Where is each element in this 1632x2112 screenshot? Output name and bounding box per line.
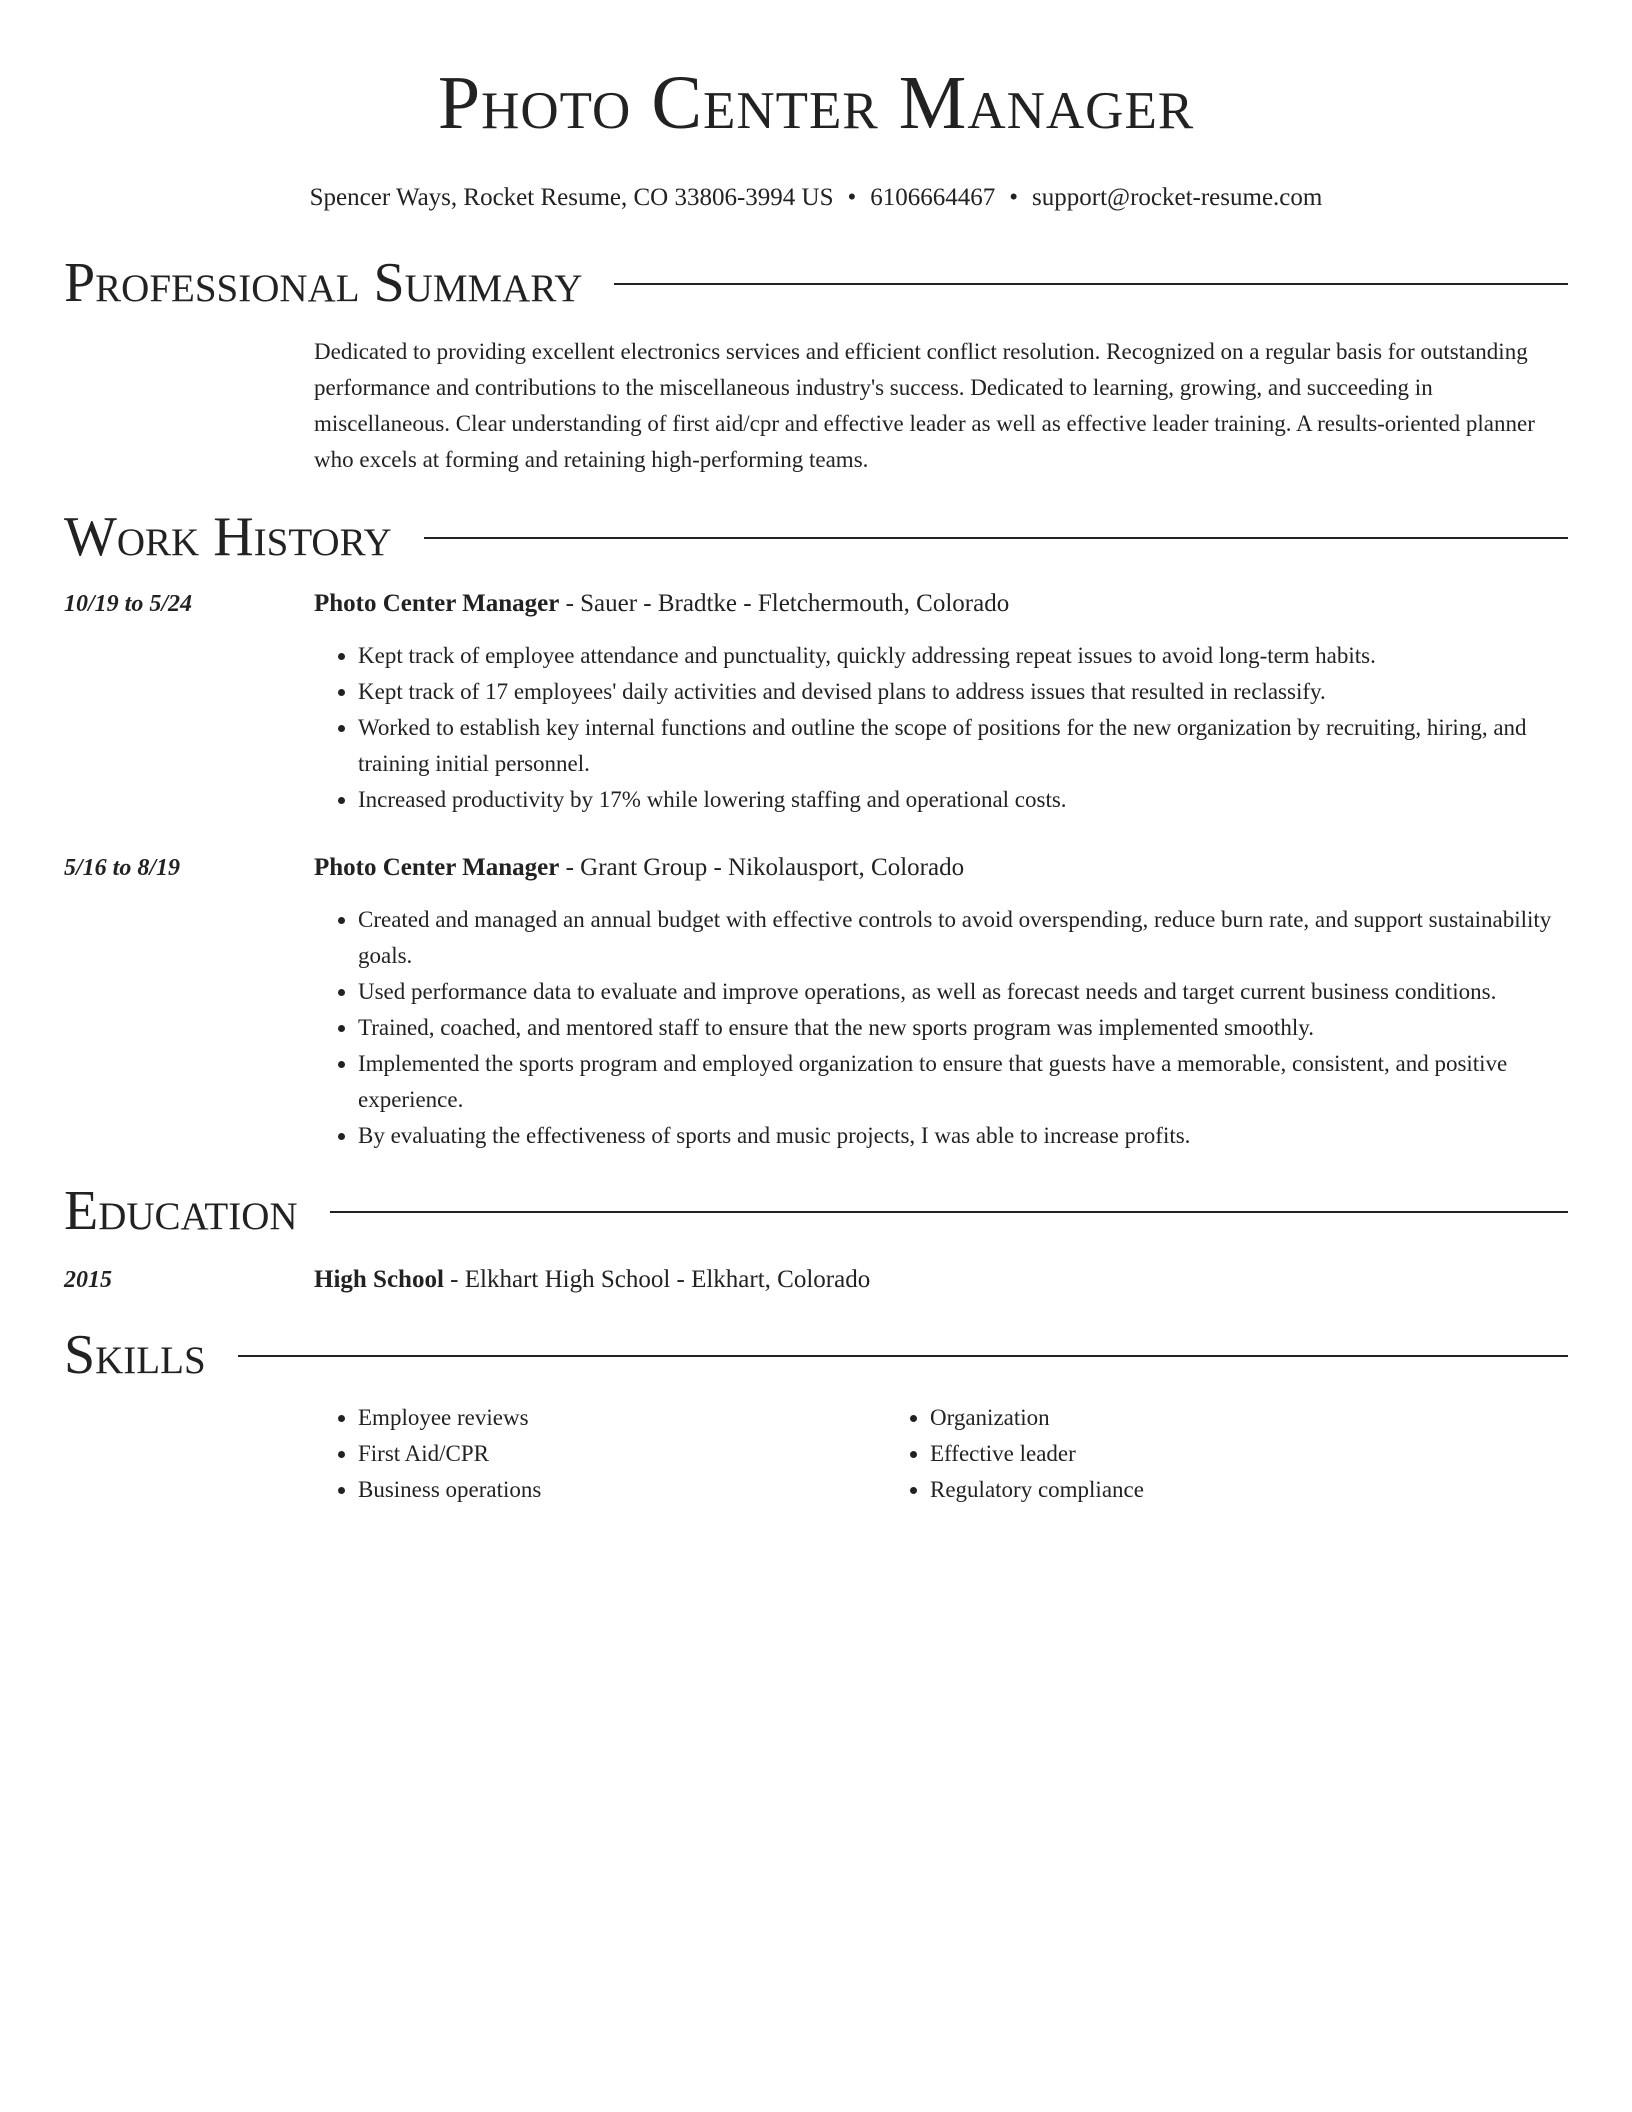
skills-column-1	[314, 1400, 886, 1508]
job-bullet: • Kept track of employee attendance and punctuality, quickly addressing repeat issues to avoid long-term habits.	[358, 638, 1568, 674]
job-bullet: • Increased productivity by 17% while lowering staffing and operational costs.	[358, 782, 1568, 818]
job-entry	[64, 588, 1568, 818]
education-details: - Elkhart High School - Elkhart, Colorado	[443, 1266, 871, 1293]
job-dates: 5/16 to 8/19	[64, 855, 181, 881]
section-divider	[424, 537, 1568, 539]
job-entry	[64, 852, 1568, 1154]
education-section-header	[64, 1180, 1568, 1242]
contact-address: Spencer Ways, Rocket Resume, CO 33806-3994 US	[309, 184, 834, 211]
skill-item: • Business operations	[358, 1472, 886, 1508]
education-year: 2015	[64, 1267, 112, 1293]
skill-item: • First Aid/CPR	[358, 1436, 886, 1472]
contact-email: support@rocket-resume.com	[1032, 184, 1323, 211]
work-heading: Work History	[64, 506, 392, 568]
job-body	[314, 588, 1568, 818]
skills-heading: Skills	[64, 1324, 206, 1386]
skills-section-header	[64, 1324, 1568, 1386]
work-section-header	[64, 506, 1568, 568]
skill-item: • Regulatory compliance	[930, 1472, 1458, 1508]
education-degree: High School	[314, 1266, 444, 1293]
section-divider	[614, 283, 1568, 285]
section-divider	[238, 1355, 1568, 1357]
skills-column-2	[886, 1400, 1458, 1508]
job-details: - Sauer - Bradtke - Fletchermouth, Colorado	[559, 590, 1010, 617]
skill-item: • Employee reviews	[358, 1400, 886, 1436]
job-body	[314, 852, 1568, 1154]
job-dates: 10/19 to 5/24	[64, 591, 193, 617]
contact-separator: •	[1009, 184, 1019, 211]
job-heading	[314, 588, 1568, 620]
job-bullet: • Trained, coached, and mentored staff to ensure that the new sports program was implemented smoothly.	[358, 1010, 1568, 1046]
job-bullets	[314, 902, 1568, 1154]
contact-phone: 6106664467	[870, 184, 996, 211]
education-entry	[64, 1264, 1568, 1296]
job-bullet: • Used performance data to evaluate and improve operations, as well as forecast needs and target current business conditions.	[358, 974, 1568, 1010]
education-heading-line	[314, 1264, 1568, 1296]
skill-item: • Effective leader	[930, 1436, 1458, 1472]
contact-separator: •	[847, 184, 857, 211]
skill-item: • Organization	[930, 1400, 1458, 1436]
contact-line	[64, 182, 1568, 214]
job-bullet: • Implemented the sports program and employed organization to ensure that guests have a memorable, consistent, and positive experience.	[358, 1046, 1568, 1118]
summary-text: Dedicated to providing excellent electronics services and efficient conflict resolution. Recognized on a regular basis for outstanding performance and contributions to the miscellaneous industry's success. Dedicated to learning, growing, and succeeding in miscellaneous. Clear understanding of first aid/cpr and effective leader as well as effective leader training. A results-oriented planner who excels at forming and retaining high-performing teams.	[314, 339, 1535, 472]
education-body	[314, 1264, 1568, 1296]
job-details: - Grant Group - Nikolausport, Colorado	[559, 854, 965, 881]
education-heading: Education	[64, 1180, 298, 1242]
job-bullet: • Created and managed an annual budget with effective controls to avoid overspending, reduce burn rate, and support sustainability goals.	[358, 902, 1568, 974]
job-role: Photo Center Manager	[314, 590, 560, 617]
section-divider	[330, 1211, 1568, 1213]
job-bullet: • Kept track of 17 employees' daily activities and devised plans to address issues that resulted in reclassify.	[358, 674, 1568, 710]
resume-title: Photo Center Manager	[437, 61, 1195, 145]
job-role: Photo Center Manager	[314, 854, 560, 881]
job-bullet: • By evaluating the effectiveness of sports and music projects, I was able to increase profits.	[358, 1118, 1568, 1154]
summary-section-header	[64, 252, 1568, 314]
skills-list	[314, 1400, 1568, 1508]
job-bullets	[314, 638, 1568, 818]
job-heading	[314, 852, 1568, 884]
job-bullet: • Worked to establish key internal functions and outline the scope of positions for the new organization by recruiting, hiring, and training initial personnel.	[358, 710, 1568, 782]
summary-heading: Professional Summary	[64, 252, 583, 314]
